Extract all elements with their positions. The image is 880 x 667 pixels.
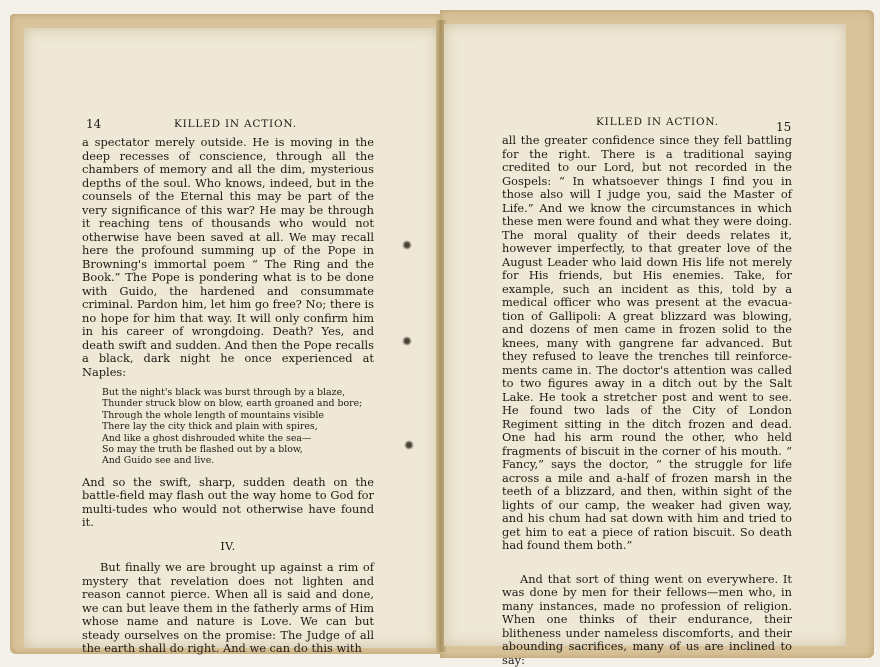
page-number: 14: [86, 117, 101, 131]
running-head: KILLED IN ACTION.: [596, 116, 719, 128]
running-head: KILLED IN ACTION.: [174, 118, 297, 130]
open-book: [4, 6, 876, 656]
right-page: [444, 24, 846, 646]
right-page-text: [502, 134, 792, 667]
stitch-hole: [402, 336, 412, 346]
paragraph: And so the swift, sharp, sudden death on the battle-field may flash out the way home to God for multi-tudes who would not otherwise have found it.: [82, 476, 374, 530]
left-page-text: [82, 136, 374, 656]
paragraph: And that sort of thing went on everywhere. It was done by men for their fellows—men who, in many instances, made no profession of religion. When one thinks of their endurance, their blitheness under nameless discomforts, and their abounding sacrifices, many of us are inclined to say:: [502, 573, 792, 667]
paragraph: a spectator merely outside. He is moving in the deep recesses of conscience, through all the chambers of memory and all the dim, mysterious depths of the soul. Who knows, indeed, but in the counsels of the Eternal this may be part of the very significance of this war? He may be through it reaching tens of thousands who would not otherwise have been saved at all. We may recall here the profound summing up of the Pope in Browning's immortal poem “ The Ring and the Book.” The Pope is pondering what is to be done with Guido, the hardened and consummate criminal. Pardon him, let him go free? No; there is no hope for him that way. It will only confirm him in his career of wrongdoing. Death? Yes, and death swift and sudden. And then the Pope recalls a black, dark night he once experienced at Naples:: [82, 136, 374, 379]
stitch-hole: [404, 440, 414, 450]
poem-line: But the night's black was burst through by a blaze,: [102, 387, 374, 398]
left-page: [24, 28, 438, 648]
poem-line: So may the truth be flashed out by a blow,: [102, 444, 374, 455]
section-heading: IV.: [82, 540, 374, 554]
poem-line: There lay the city thick and plain with spires,: [102, 421, 374, 432]
paragraph: all the greater confidence since they fell battling for the right. There is a traditional saying credited to our Lord, but not recorded in the Gospels: “ In whatsoever things I find you in those also will I judge you, said the Master of Life.” And we know the circumstances in which these men were found and what they were doing. The moral quality of their deeds relates it, however imperfectly, to that greater love of the August Leader who laid down His life not merely for His friends, but His enemies. Take, for example, such an incident as this, told by a medical officer who was present at the evacua-tion of Gallipoli: A great blizzard was blowing, and dozens of men came in frozen solid to the knees, many with gangrene far advanced. But they refused to leave the trenches till reinforce-ments came in. The doctor's attention was called to two figures away in a ditch out by the Salt Lake. He took a stretcher post and went to see. He found two lads of the City of London Regiment sitting in the ditch frozen and dead. One had his arm round the other, who held fragments of biscuit in the corner of his mouth. “ Fancy,” says the doctor, “ the struggle for life across a mile and a-half of frozen marsh in the teeth of a blizzard, and then, within sight of the lights of our camp, the weaker had given way, and his chum had sat down with him and tried to get him to eat a piece of ration biscuit. So death had found them both.”: [502, 134, 792, 553]
page-number: 15: [776, 120, 791, 134]
poem-line: Thunder struck blow on blow, earth groaned and bore;: [102, 398, 374, 409]
poem-line: And Guido see and live.: [102, 455, 374, 466]
paragraph: But finally we are brought up against a rim of mystery that revelation does not lighten and reason cannot pierce. When all is said and done, we can but leave them in the fatherly arms of Him whose name and nature is Love. We can but steady ourselves on the promise: The Judge of all the earth shall do right. And we can do this with: [82, 561, 374, 656]
stitch-hole: [402, 240, 412, 250]
poem-quote: [102, 387, 374, 467]
poem-line: Through the whole length of mountains visible: [102, 410, 374, 421]
poem-line: And like a ghost dishrouded white the sea—: [102, 433, 374, 444]
